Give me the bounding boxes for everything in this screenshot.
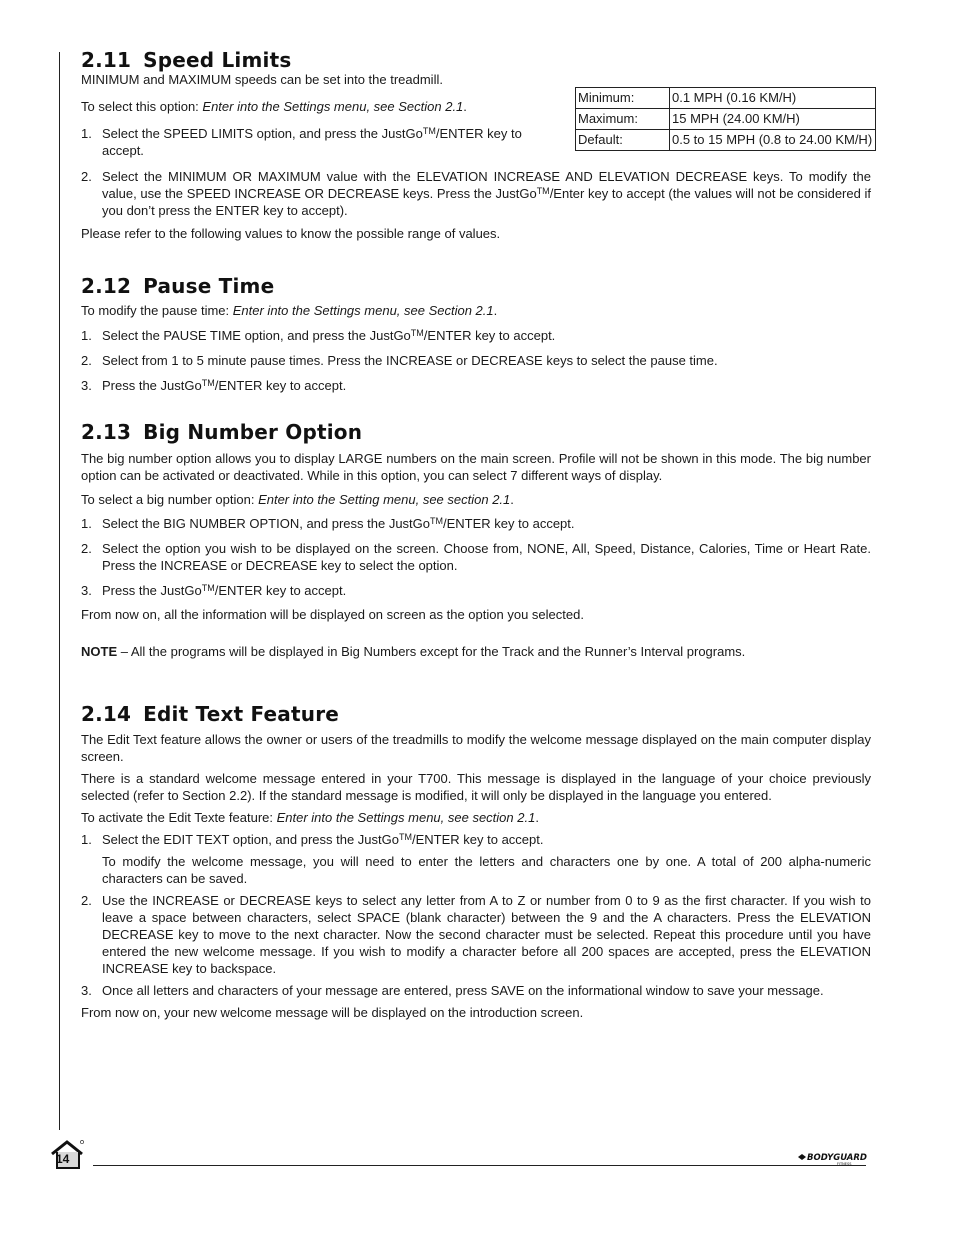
section-title: Pause Time xyxy=(143,274,275,298)
bodyguard-logo xyxy=(797,1150,867,1166)
list-item: 3. Press the JustGo™/ENTER key to accept. xyxy=(81,378,347,393)
svg-text:BODYGUARD: BODYGUARD xyxy=(807,1153,867,1163)
left-margin-rule xyxy=(59,52,60,1130)
note: NOTE – All the programs will be displayed in Big Numbers except for the Track and the Runner’s Interval programs. xyxy=(81,644,746,659)
trademark-mark: TM xyxy=(430,516,444,526)
list-item: 2. Select from 1 to 5 minute pause times. Press the INCREASE or DECREASE keys to select the pause time. xyxy=(81,353,718,368)
section-number: 2.11 xyxy=(81,48,132,72)
footer-rule xyxy=(93,1165,866,1166)
paragraph: MINIMUM and MAXIMUM speeds can be set into the treadmill. xyxy=(81,72,443,87)
page-number: 14 xyxy=(56,1152,70,1166)
table-cell-value: 15 MPH (24.00 KM/H) xyxy=(670,109,876,130)
table-cell-label: Maximum: xyxy=(576,109,670,130)
list-item: 1. Select the PAUSE TIME option, and press the JustGo™/ENTER key to accept. xyxy=(81,328,556,343)
svg-text:FITNESS: FITNESS xyxy=(837,1162,852,1166)
trademark-mark: TM xyxy=(201,378,215,388)
list-item: 2. Use the INCREASE or DECREASE keys to select any letter from A to Z or number from 0 to 9 as the first character. If you wish to leave a space between characters, select SPACE (blank character) between the 9 and the A characters. Press the ELEVATION DECREASE key to move to the next character. Now the second character must be selected. Repeat this procedure until you have entered the new welcome message. If you wish to modify a character before all 200 spaces are accepted, press the ELEVATION INCREASE key to backspace. xyxy=(81,893,871,976)
paragraph: From now on, your new welcome message will be displayed on the introduction screen. xyxy=(81,1005,584,1020)
trademark-mark: TM xyxy=(399,832,412,842)
paragraph: To select this option: Enter into the Settings menu, see Section 2.1. xyxy=(81,99,467,114)
trademark-mark: TM xyxy=(410,328,424,338)
list-item: 2. Select the option you wish to be displayed on the screen. Choose from, NONE, All, Speed, Distance, Calories, Time or Heart Rate. Press the INCREASE or DECREASE key to select the option. xyxy=(81,541,871,573)
section-title: Edit Text Feature xyxy=(143,702,340,726)
section-heading-speed-limits xyxy=(81,48,871,72)
paragraph: To modify the welcome message, you will need to enter the letters and characters one by one. A total of 200 alpha-numeric characters can be saved. xyxy=(102,854,871,886)
section-heading-edit-text-feature xyxy=(81,702,871,726)
table-cell-label: Minimum: xyxy=(576,88,670,109)
trademark-mark: TM xyxy=(201,583,215,593)
list-item: 1. Select the BIG NUMBER OPTION, and press the JustGo™/ENTER key to accept. xyxy=(81,516,575,531)
paragraph: To modify the pause time: Enter into the Settings menu, see Section 2.1. xyxy=(81,303,498,318)
paragraph: The big number option allows you to display LARGE numbers on the main screen. Profile will not be shown in this mode. The big number option can be activated or deactivated. While in this option, you can select 7 different ways of display. xyxy=(81,451,871,483)
section-title: Big Number Option xyxy=(143,420,363,444)
list-item: 2. Select the MINIMUM OR MAXIMUM value with the ELEVATION INCREASE AND ELEVATION DECREASE keys. To modify the value, use the SPEED INCREASE OR DECREASE keys. Press the JustGo™/Enter key to accept (the values will not be considered if you don’t press the ENTER key to accept). xyxy=(81,169,871,218)
list-item: 1. Select the SPEED LIMITS option, and press the JustGo™/ENTER key to accept. xyxy=(81,126,522,158)
section-heading-big-number-option xyxy=(81,420,871,444)
list-item: 3. Press the JustGo™/ENTER key to accept. xyxy=(81,583,347,598)
paragraph: To select a big number option: Enter into the Setting menu, see section 2.1. xyxy=(81,492,514,507)
section-number: 2.12 xyxy=(81,274,132,298)
paragraph: To activate the Edit Texte feature: Enter into the Settings menu, see section 2.1. xyxy=(81,810,539,825)
section-title: Speed Limits xyxy=(143,48,292,72)
list-item: 3. Once all letters and characters of your message are entered, press SAVE on the informational window to save your message. xyxy=(81,983,824,998)
section-heading-pause-time xyxy=(81,274,871,298)
trademark-mark: TM xyxy=(422,126,436,136)
list-item: 1. Select the EDIT TEXT option, and press the JustGo™/ENTER key to accept. xyxy=(81,832,544,847)
table-cell-value: 0.1 MPH (0.16 KM/H) xyxy=(670,88,876,109)
page-content xyxy=(81,48,871,1021)
section-number: 2.14 xyxy=(81,702,132,726)
table-cell-label: Default: xyxy=(576,130,670,151)
paragraph: There is a standard welcome message entered in your T700. This message is displayed in the language of your choice previously selected (refer to Section 2.2). If the standard message is modified, it will only be displayed in the language you entered. xyxy=(81,771,871,803)
paragraph: The Edit Text feature allows the owner or users of the treadmills to modify the welcome message displayed on the main computer display screen. xyxy=(81,732,871,764)
paragraph: From now on, all the information will be displayed on screen as the option you selected. xyxy=(81,607,584,622)
paragraph: Please refer to the following values to know the possible range of values. xyxy=(81,226,501,241)
section-number: 2.13 xyxy=(81,420,132,444)
table-cell-value: 0.5 to 15 MPH (0.8 to 24.00 KM/H) xyxy=(670,130,876,151)
trademark-mark: TM xyxy=(536,186,550,196)
